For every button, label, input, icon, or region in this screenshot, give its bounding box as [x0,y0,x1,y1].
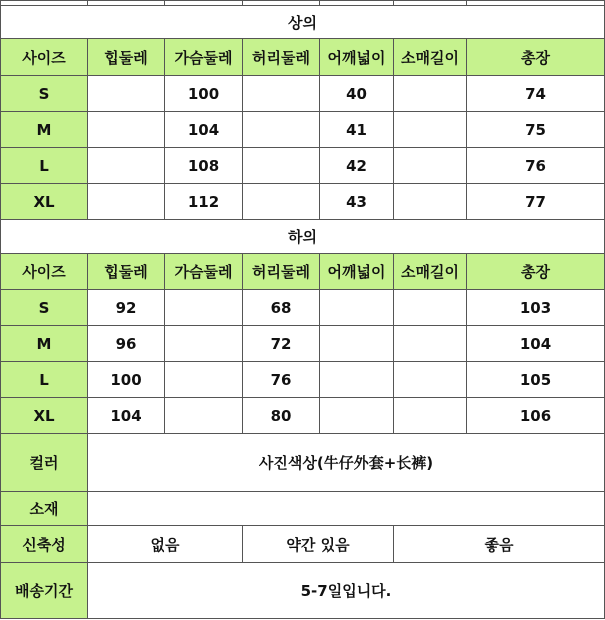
header-sleeve: 소매길이 [394,39,467,76]
top-section-title-row [1,6,605,39]
shoulder-cell: 41 [320,112,394,148]
length-cell: 74 [467,76,605,112]
color-value: 사진색상(牛仔外套+长裤) [88,434,605,492]
header-length: 총장 [467,39,605,76]
hip-cell [88,148,165,184]
chest-cell [165,398,243,434]
header-sleeve: 소매길이 [394,254,467,290]
length-cell: 75 [467,112,605,148]
shoulder-cell: 43 [320,184,394,220]
color-row [1,434,605,492]
table-row [1,290,605,326]
hip-cell [88,112,165,148]
chest-cell: 100 [165,76,243,112]
chest-cell [165,290,243,326]
header-hip: 힙둘레 [88,39,165,76]
size-cell: L [1,148,88,184]
table-row [1,362,605,398]
hip-cell: 100 [88,362,165,398]
waist-cell [243,184,320,220]
stretch-option-none: 없음 [88,526,243,563]
size-cell: S [1,290,88,326]
header-hip: 힙둘레 [88,254,165,290]
stretch-row [1,526,605,563]
sleeve-cell [394,290,467,326]
shoulder-cell: 42 [320,148,394,184]
table-row [1,76,605,112]
sleeve-cell [394,362,467,398]
hip-cell [88,184,165,220]
sleeve-cell [394,76,467,112]
top-header-row [1,39,605,76]
chest-cell [165,326,243,362]
size-cell: M [1,326,88,362]
shoulder-cell: 40 [320,76,394,112]
stretch-option-slight: 약간 있음 [243,526,394,563]
material-label: 소재 [1,492,88,526]
header-size: 사이즈 [1,39,88,76]
shoulder-cell [320,362,394,398]
header-chest: 가슴둘레 [165,39,243,76]
header-shoulder: 어깨넓이 [320,39,394,76]
size-cell: XL [1,398,88,434]
shipping-value: 5-7일입니다. [88,563,605,619]
chest-cell [165,362,243,398]
chest-cell: 104 [165,112,243,148]
stretch-option-good: 좋음 [394,526,605,563]
bottom-section-title-row [1,220,605,254]
hip-cell: 92 [88,290,165,326]
waist-cell [243,148,320,184]
material-value [88,492,605,526]
shoulder-cell [320,326,394,362]
hip-cell: 96 [88,326,165,362]
size-cell: XL [1,184,88,220]
chest-cell: 112 [165,184,243,220]
material-row [1,492,605,526]
shipping-row [1,563,605,619]
sleeve-cell [394,112,467,148]
table-row [1,184,605,220]
length-cell: 76 [467,148,605,184]
length-cell: 104 [467,326,605,362]
waist-cell: 76 [243,362,320,398]
bottom-section-title: 하의 [1,220,605,254]
length-cell: 103 [467,290,605,326]
chest-cell: 108 [165,148,243,184]
header-waist: 허리둘레 [243,254,320,290]
size-cell: S [1,76,88,112]
waist-cell [243,76,320,112]
hip-cell [88,76,165,112]
sleeve-cell [394,326,467,362]
stretch-label: 신축성 [1,526,88,563]
waist-cell: 80 [243,398,320,434]
top-section-title: 상의 [1,6,605,39]
length-cell: 106 [467,398,605,434]
length-cell: 77 [467,184,605,220]
header-size: 사이즈 [1,254,88,290]
size-cell: M [1,112,88,148]
shoulder-cell [320,290,394,326]
shipping-label: 배송기간 [1,563,88,619]
header-length: 총장 [467,254,605,290]
hip-cell: 104 [88,398,165,434]
table-row [1,326,605,362]
waist-cell: 72 [243,326,320,362]
header-chest: 가슴둘레 [165,254,243,290]
table-row [1,148,605,184]
waist-cell [243,112,320,148]
header-shoulder: 어깨넓이 [320,254,394,290]
sleeve-cell [394,148,467,184]
color-label: 컬러 [1,434,88,492]
header-waist: 허리둘레 [243,39,320,76]
table-row [1,398,605,434]
waist-cell: 68 [243,290,320,326]
sleeve-cell [394,398,467,434]
size-cell: L [1,362,88,398]
shoulder-cell [320,398,394,434]
table-row [1,112,605,148]
bottom-header-row [1,254,605,290]
length-cell: 105 [467,362,605,398]
sleeve-cell [394,184,467,220]
